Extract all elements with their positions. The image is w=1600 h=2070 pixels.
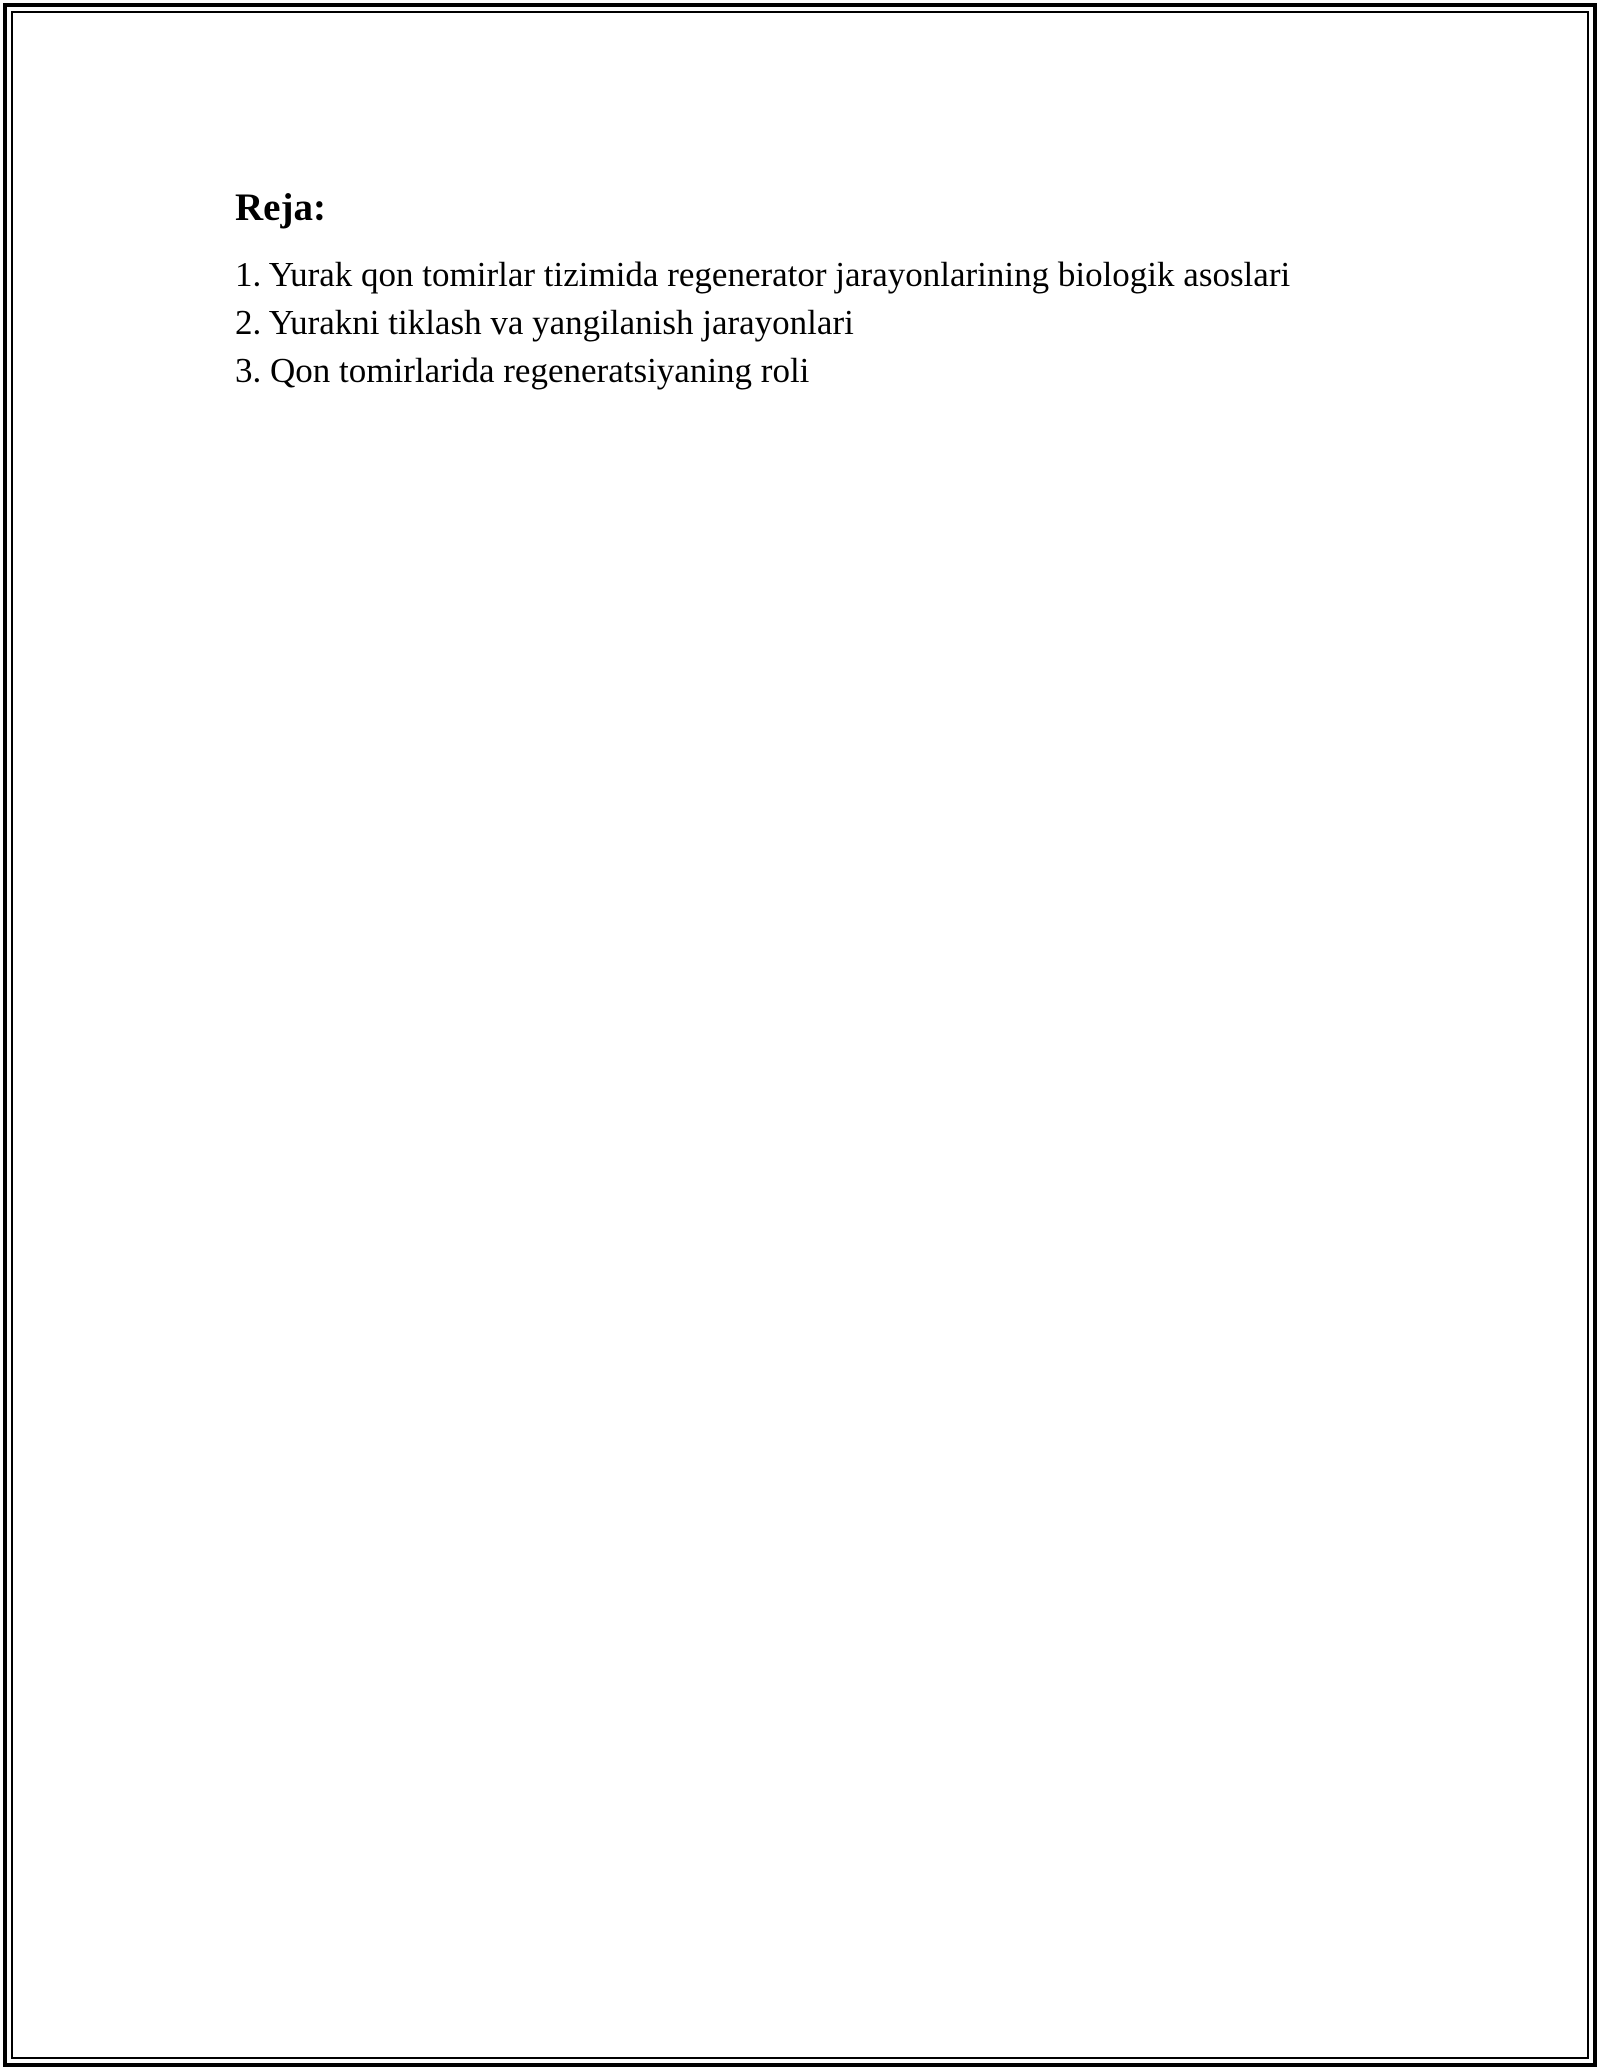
plan-item-text: Yurak qon tomirlar tizimida regenerator jarayonlarining biologik asoslari	[268, 255, 1291, 294]
plan-item-text: Yurakni tiklash va yangilanish jarayonlari	[268, 303, 854, 342]
plan-item-text: Qon tomirlarida regeneratsiyaning roli	[270, 351, 810, 390]
plan-heading: Reja:	[235, 186, 326, 229]
document-content	[235, 185, 1435, 395]
plan-item-number: 1.	[235, 255, 262, 294]
plan-item-number: 3.	[235, 351, 262, 390]
plan-item-2	[235, 299, 1435, 347]
plan-item-number: 2.	[235, 303, 262, 342]
plan-list	[235, 251, 1435, 395]
plan-item-3	[235, 347, 1435, 395]
plan-item-1	[235, 251, 1435, 299]
